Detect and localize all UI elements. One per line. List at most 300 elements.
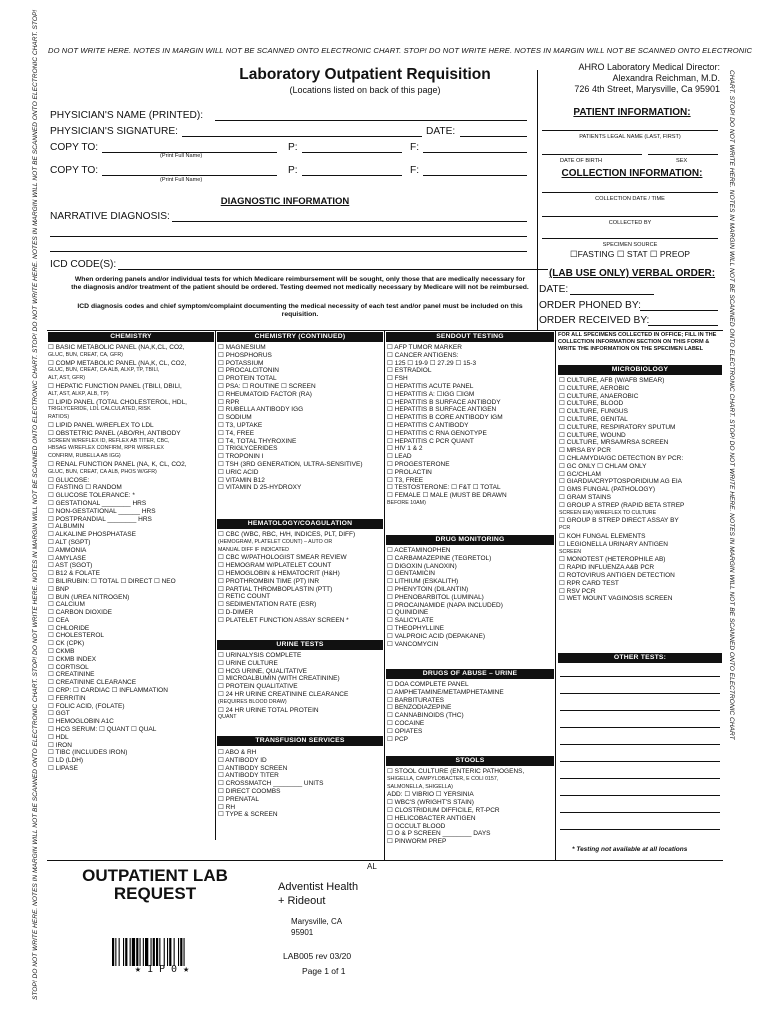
- chemistry-item[interactable]: ☐ FOLIC ACID, (FOLATE): [48, 702, 125, 710]
- hematology-item[interactable]: ☐ HEMOGRAM W/PLATELET COUNT: [218, 562, 332, 570]
- urine-item[interactable]: ☐ HCG URINE, QUALITATIVE: [218, 667, 308, 675]
- drug-monitoring-item[interactable]: ☐ PHENOBARBITOL (LUMINAL): [387, 593, 484, 601]
- microbiology-header: MICROBIOLOGY: [558, 365, 722, 375]
- sendout-item[interactable]: ☐ HEPATITIS C PCR QUANT: [387, 437, 474, 445]
- hematology-list: [218, 531, 384, 625]
- footer-address: [291, 916, 342, 938]
- urine-item[interactable]: ☐ URINALYSIS COMPLETE: [218, 652, 302, 659]
- chemistry-item: ALT, AST, ALKP, ALB, TP): [48, 390, 109, 397]
- microbiology-item[interactable]: ☐ WET MOUNT VAGINOSIS SCREEN: [559, 595, 673, 603]
- hematology-item[interactable]: ☐ D-DIMER: [218, 608, 254, 616]
- drugs-of-abuse-item[interactable]: ☐ OPIATES: [387, 727, 423, 735]
- sendout-header: SENDOUT TESTING: [386, 332, 554, 342]
- other-test-line[interactable]: [560, 795, 720, 796]
- microbiology-item[interactable]: ☐ KOH FUNGAL ELEMENTS: [559, 532, 646, 540]
- chemistry-item[interactable]: ☐ CKMB: [48, 648, 75, 656]
- chemistry-item[interactable]: ☐ CRP: ☐ CARDIAC ☐ INFLAMMATION: [48, 687, 168, 695]
- column-divider-1: [215, 330, 216, 840]
- patient-sex-label: SEX: [676, 158, 688, 164]
- transfusion-item[interactable]: ☐ PRENATAL: [218, 795, 259, 803]
- drugs-of-abuse-item[interactable]: ☐ CANNABINOIDS (THC): [387, 712, 464, 720]
- urine-item[interactable]: ☐ 24 HR URINE CREATININE CLEARANCE: [218, 690, 349, 698]
- drug-monitoring-item[interactable]: ☐ QUINIDINE: [387, 609, 429, 617]
- copy-phone-field-2[interactable]: [302, 175, 402, 176]
- chemistry-item: GLUC, BUN, CREAT, CA ALB, PHOS W/GFR): [48, 468, 157, 475]
- barcode-bar: [132, 938, 135, 966]
- chemistry-continued-item[interactable]: ☐ RHEUMATOID FACTOR (RA): [218, 390, 312, 398]
- stools-item[interactable]: ☐ HELICOBACTER ANTIGEN: [387, 814, 476, 822]
- microbiology-item[interactable]: ☐ GROUP B STREP DIRECT ASSAY BY: [559, 517, 679, 525]
- transfusion-item[interactable]: ☐ ABO & RH: [218, 749, 257, 756]
- chemistry-item[interactable]: ☐ HEMOGLOBIN A1C: [48, 718, 114, 726]
- chemistry-item[interactable]: ☐ GGT: [48, 710, 70, 718]
- sendout-item[interactable]: ☐ HEPATITIS B SURFACE ANTIBODY: [387, 398, 501, 406]
- other-test-line[interactable]: [560, 812, 720, 813]
- collection-info-heading: COLLECTION INFORMATION:: [561, 168, 703, 179]
- footer-form-code: LAB005 rev 03/20: [283, 951, 352, 961]
- drugs-of-abuse-item[interactable]: ☐ AMPHETAMINE/METAMPHETAMINE: [387, 688, 504, 696]
- microbiology-item[interactable]: ☐ RPR CARD TEST: [559, 579, 619, 587]
- chemistry-item[interactable]: ☐ GLUCOSE TOLERANCE: *: [48, 492, 135, 500]
- narrative-diagnosis-line-3[interactable]: [50, 251, 527, 252]
- chemistry-item: GLUC, BUN, CREAT, CA, GFR): [48, 351, 123, 358]
- chemistry-continued-item[interactable]: ☐ SODIUM: [218, 414, 252, 422]
- chemistry-item[interactable]: ☐ ALBUMIN: [48, 523, 85, 531]
- drug-monitoring-list: [387, 547, 555, 648]
- physician-name-field[interactable]: [215, 120, 527, 121]
- transfusion-item[interactable]: ☐ TYPE & SCREEN: [218, 811, 278, 819]
- transfusion-item[interactable]: ☐ ANTIBODY SCREEN: [218, 764, 288, 772]
- copy-phone-label-1: P:: [288, 142, 298, 153]
- sendout-item[interactable]: ☐ TESTOSTERONE: ☐ F&T ☐ TOTAL: [387, 484, 501, 492]
- microbiology-item[interactable]: ☐ CHLAMYDIA/GC DETECTION BY PCR:: [559, 454, 684, 462]
- microbiology-item[interactable]: ☐ LEGIONELLA URINARY ANTIGEN: [559, 540, 668, 548]
- chemistry-item[interactable]: ☐ CK (CPK): [48, 640, 85, 648]
- sendout-item[interactable]: ☐ AFP TUMOR MARKER: [387, 344, 462, 351]
- drugs-of-abuse-item[interactable]: ☐ PCP: [387, 735, 408, 743]
- chemistry-continued-item[interactable]: ☐ TSH (3RD GENERATION, ULTRA-SENSITIVE): [218, 460, 363, 468]
- sendout-item[interactable]: ☐ 125 ☐ 19-9 ☐ 27.29 ☐ 15-3: [387, 359, 477, 367]
- hematology-item[interactable]: ☐ SEDIMENTATION RATE (ESR): [218, 601, 317, 609]
- chemistry-item[interactable]: ☐ CHLORIDE: [48, 624, 90, 632]
- stools-item[interactable]: ☐ O & P SCREEN ________ DAYS: [387, 830, 491, 838]
- physician-date-field[interactable]: [460, 136, 527, 137]
- hematology-item[interactable]: ☐ PLATELET FUNCTION ASSAY SCREEN *: [218, 616, 349, 624]
- copy-to-label-1: COPY TO:: [50, 142, 99, 153]
- urine-item[interactable]: ☐ MICROALBUMIN (WITH CREATININE): [218, 675, 340, 683]
- sendout-item[interactable]: ☐ HEPATITIS C RNA GENOTYPE: [387, 429, 487, 437]
- other-test-line[interactable]: [560, 710, 720, 711]
- chemistry-item[interactable]: ☐ POSTPRANDIAL ________ HRS: [48, 515, 152, 523]
- sendout-item[interactable]: ☐ HEPATITIS B CORE ANTIBODY IGM: [387, 414, 503, 422]
- drug-monitoring-item[interactable]: ☐ THEOPHYLLINE: [387, 624, 445, 632]
- chemistry-item[interactable]: ☐ RENAL FUNCTION PANEL (NA, K, CL, CO2,: [48, 460, 187, 468]
- chemistry-item[interactable]: ☐ CEA: [48, 616, 69, 624]
- collected-by-label: COLLECTED BY: [608, 220, 652, 226]
- barcode-bar: [153, 938, 155, 966]
- barcode-bar: [125, 938, 127, 966]
- specimens-note: FOR ALL SPECIMENS COLLECTED IN OFFICE; FILL IN THE COLLECTION INFORMATION SECTION ON THIS FORM & WRITE THE INFORMATION ON THE SPECIMEN LABEL: [558, 332, 717, 352]
- chemistry-continued-list: [218, 344, 384, 492]
- print-full-name-2: (Print Full Name): [160, 177, 203, 183]
- drugs-of-abuse-item[interactable]: ☐ COCAINE: [387, 719, 425, 727]
- left-margin-warning: STOP! DO NOT WRITE HERE. NOTES IN MARGIN WILL NOT BE SCANNED ONTO ELECTRONIC CHART. STOP! DO NOT WRITE HERE. NOTES IN MARGIN WILL NOT BE SCANNED ONTO ELECTRONIC CHART. STOP! DO NOT WRITE HERE. NOTES IN MARGIN WILL NOT BE SCANNED ONTO ELECTRONIC CHART. STOP!: [32, 9, 39, 1000]
- chemistry-item[interactable]: ☐ HEPATIC FUNCTION PANEL (TBILI, DBILI,: [48, 382, 182, 390]
- chemistry-continued-item[interactable]: ☐ PSA: ☐ ROUTINE ☐ SCREEN: [218, 382, 316, 390]
- hematology-item: MANUAL DIFF IF INDICATED: [218, 546, 289, 553]
- sendout-item[interactable]: ☐ FEMALE ☐ MALE (MUST BE DRAWN: [387, 492, 507, 500]
- chemistry-item: GLUC, BUN, CREAT, CA ALB, ALKP, TP, TBILI,: [48, 367, 160, 374]
- footer-zip: 95901: [291, 928, 314, 937]
- microbiology-item[interactable]: ☐ RSV PCR: [559, 587, 596, 595]
- column-divider-2: [384, 330, 385, 860]
- order-received-by-field[interactable]: [648, 325, 718, 326]
- copy-to-field-2[interactable]: [102, 175, 277, 176]
- chemistry-item[interactable]: ☐ NON-GESTATIONAL ______ HRS: [48, 507, 156, 515]
- transfusion-item[interactable]: ☐ RH: [218, 803, 236, 811]
- chemistry-item[interactable]: ☐ B12 & FOLATE: [48, 570, 100, 578]
- microbiology-item[interactable]: ☐ MONOTEST (HETEROPHILE AB): [559, 556, 666, 564]
- sendout-item[interactable]: ☐ HEPATITIS ACUTE PANEL: [387, 382, 474, 390]
- microbiology-item[interactable]: ☐ CULTURE, BLOOD: [559, 400, 624, 408]
- other-test-line[interactable]: [560, 761, 720, 762]
- transfusion-item[interactable]: ☐ ANTIBODY TITER: [218, 772, 279, 780]
- microbiology-list: [559, 377, 723, 603]
- chemistry-item[interactable]: ☐ BUN (UREA NITROGEN): [48, 593, 130, 601]
- microbiology-item[interactable]: ☐ CULTURE, GENITAL: [559, 415, 628, 423]
- barcode: [112, 938, 212, 966]
- chemistry-item[interactable]: ☐ COMP METABOLIC PANEL (NA,K, CL, CO2,: [48, 359, 187, 367]
- drug-monitoring-item[interactable]: ☐ VANCOMYCIN: [387, 640, 439, 648]
- sendout-item[interactable]: ☐ PROLACTIN: [387, 468, 432, 476]
- chemistry-item[interactable]: ☐ AST (SGOT): [48, 562, 93, 570]
- microbiology-item[interactable]: ☐ GC ONLY ☐ CHLAM ONLY: [559, 462, 647, 470]
- drugs-of-abuse-item[interactable]: ☐ DOA COMPLETE PANEL: [387, 681, 469, 688]
- stools-item[interactable]: ☐ PINWORM PREP: [387, 838, 447, 846]
- chemistry-list: [48, 344, 214, 773]
- header-divider: [537, 70, 538, 330]
- footer-city: Marysville, CA: [291, 917, 343, 926]
- chemistry-item[interactable]: ☐ TIBC (INCLUDES IRON): [48, 749, 128, 757]
- barcode-bar: [174, 938, 175, 966]
- barcode-bar: [140, 938, 141, 966]
- microbiology-item[interactable]: ☐ GC/CHLAM: [559, 470, 601, 478]
- patient-legal-name-label: PATIENTS LEGAL NAME (LAST, FIRST): [579, 134, 681, 140]
- urine-item: QUANT: [218, 714, 237, 721]
- chemistry-item[interactable]: ☐ CARBON DIOXIDE: [48, 609, 112, 617]
- chemistry-item[interactable]: ☐ LIPID PANEL (TOTAL CHOLESTEROL, HDL,: [48, 398, 187, 406]
- footer-org-line-2: + Rideout: [278, 895, 326, 907]
- collection-datetime-label: COLLECTION DATE / TIME: [595, 196, 665, 202]
- stools-header: STOOLS: [386, 756, 554, 766]
- icd-note: ICD diagnosis codes and chief symptom/complaint documenting the medical necessity of each test and/or panel must be included on this requisition.: [77, 303, 523, 319]
- chemistry-item[interactable]: ☐ CHOLESTEROL: [48, 632, 105, 640]
- chemistry-item[interactable]: ☐ CALCIUM: [48, 601, 85, 609]
- chemistry-item[interactable]: ☐ CORTISOL: [48, 663, 89, 671]
- barcode-bar: [119, 938, 120, 966]
- microbiology-item[interactable]: ☐ CULTURE, RESPIRATORY SPUTUM: [559, 423, 676, 431]
- physician-date-label: DATE:: [426, 126, 456, 137]
- microbiology-item[interactable]: ☐ GRAM STAINS: [559, 493, 611, 501]
- chemistry-item[interactable]: ☐ AMYLASE: [48, 554, 86, 562]
- medicare-note: When ordering panels and/or individual tests for which Medicare reimbursement will be sought, only those that are medically necessary for the diagnosis and/or treatment of the patient should be ordered. Testing deemed not medically necessary by Medicare will not be reimbursed.: [71, 276, 529, 292]
- collection-datetime-field[interactable]: [542, 192, 718, 193]
- drug-monitoring-item[interactable]: ☐ LITHIUM (ESKALITH): [387, 578, 459, 586]
- chemistry-item[interactable]: ☐ ALKALINE PHOSPHATASE: [48, 531, 136, 539]
- transfusion-item[interactable]: ☐ DIRECT COOMBS: [218, 787, 281, 795]
- microbiology-item[interactable]: ☐ RAPID INFLUENZA A&B PCR: [559, 564, 655, 572]
- copy-to-label-2: COPY TO:: [50, 165, 99, 176]
- hematology-header: HEMATOLOGY/COAGULATION: [217, 519, 383, 529]
- copy-fax-field-2[interactable]: [423, 175, 527, 176]
- chemistry-item[interactable]: ☐ CKMB INDEX: [48, 655, 97, 663]
- sendout-item[interactable]: ☐ HIV 1 & 2: [387, 445, 423, 453]
- director-line-3: 726 4th Street, Marysville, Ca 95901: [574, 84, 720, 94]
- stools-item: SHIGELLA, CAMPYLOBACTER, E COLI 0157,: [387, 775, 499, 782]
- specimen-source-field[interactable]: [542, 238, 718, 239]
- chemistry-item: RATIOS): [48, 414, 70, 421]
- chemistry-continued-item[interactable]: ☐ TROPONIN I: [218, 453, 264, 461]
- sendout-item[interactable]: ☐ ESTRADIOL: [387, 367, 432, 375]
- hematology-item[interactable]: ☐ PROTHROMBIN TIME (PT) INR: [218, 577, 320, 585]
- hematology-item[interactable]: ☐ HEMOGLOBIN & HEMATOCRIT (H&H): [218, 569, 340, 577]
- other-test-line[interactable]: [560, 829, 720, 830]
- patient-sex-field[interactable]: [648, 154, 718, 155]
- barcode-bar: [143, 938, 144, 966]
- drug-monitoring-item[interactable]: ☐ SALICYLATE: [387, 617, 434, 625]
- physician-signature-field[interactable]: [182, 136, 422, 137]
- chemistry-continued-item[interactable]: ☐ T4, FREE: [218, 429, 255, 437]
- drug-monitoring-item[interactable]: ☐ GENTAMICIN: [387, 570, 435, 578]
- other-test-line[interactable]: [560, 676, 720, 677]
- chemistry-item[interactable]: ☐ AMMONIA: [48, 546, 87, 554]
- footer-rule: [47, 860, 723, 861]
- chemistry-item: CONFIRM, RUBELLA AB IGG): [48, 453, 121, 460]
- chemistry-item[interactable]: ☐ FASTING ☐ RANDOM: [48, 484, 122, 492]
- drug-monitoring-item[interactable]: ☐ ACETAMINOPHEN: [387, 547, 451, 554]
- microbiology-item[interactable]: ☐ ROTOVIRUS ANTIGEN DETECTION: [559, 571, 675, 579]
- microbiology-item[interactable]: ☐ GROUP A STREP (RAPID BETA STREP: [559, 501, 685, 509]
- barcode-bar: [180, 938, 182, 966]
- chemistry-item: TRIGLYCERIDE, LDL CALCULATED, RISK: [48, 406, 151, 413]
- microbiology-item[interactable]: ☐ CULTURE, ANAEROBIC: [559, 392, 639, 400]
- stools-item: SALMONELLA, SHIGELLA): [387, 783, 453, 790]
- drug-monitoring-item[interactable]: ☐ DIGOXIN (LANOXIN): [387, 562, 457, 570]
- chemistry-item[interactable]: ☐ HCG SERUM: ☐ QUANT ☐ QUAL: [48, 726, 157, 734]
- sendout-list: [387, 344, 555, 508]
- chemistry-continued-item[interactable]: ☐ PROCALCITONIN: [218, 367, 279, 375]
- microbiology-item[interactable]: ☐ CULTURE, MRSA/MRSA SCREEN: [559, 439, 669, 447]
- urine-item[interactable]: ☐ PROTEIN QUALITATIVE: [218, 683, 298, 691]
- microbiology-item[interactable]: ☐ MRSA BY PCR: [559, 447, 611, 455]
- chemistry-item[interactable]: ☐ BASIC METABOLIC PANEL (NA,K,CL, CO2,: [48, 344, 185, 351]
- right-margin-warning: CHART. STOP! DO NOT WRITE HERE. NOTES IN MARGIN WILL NOT BE SCANNED ONTO ELECTRONIC CHART. STOP! DO NOT WRITE HERE. NOTES IN MARGIN WILL NOT BE SCANNED ONTO ELECTRONIC CHART: [728, 70, 735, 740]
- icd-codes-field[interactable]: [118, 269, 548, 270]
- hematology-item[interactable]: ☐ RETIC COUNT: [218, 593, 271, 601]
- footer-org-line-1: Adventist Health: [278, 881, 359, 893]
- sendout-item[interactable]: ☐ HEPATITIS C ANTIBODY: [387, 421, 469, 429]
- transfusion-item[interactable]: ☐ CROSSMATCH ________ UNITS: [218, 780, 324, 788]
- chemistry-item[interactable]: ☐ OBSTETRIC PANEL (ABO/RH, ANTIBODY: [48, 429, 181, 437]
- transfusion-item[interactable]: ☐ ANTIBODY ID: [218, 756, 267, 764]
- stools-item[interactable]: ☐ STOOL CULTURE (ENTERIC PATHOGENS,: [387, 768, 525, 775]
- microbiology-item: SCREEN EIA) W/REFLEX TO CULTURE: [559, 509, 657, 516]
- stools-item[interactable]: ☐ OCCULT BLOOD: [387, 822, 446, 830]
- chemistry-continued-item[interactable]: ☐ TRIGLYCERIDES: [218, 445, 278, 453]
- narrative-diagnosis-field[interactable]: [172, 221, 527, 222]
- diagnostic-heading: DIAGNOSTIC INFORMATION: [220, 196, 350, 207]
- order-phoned-by-field[interactable]: [640, 310, 718, 311]
- chemistry-continued-item[interactable]: ☐ RPR: [218, 398, 240, 406]
- sendout-item[interactable]: ☐ FSH: [387, 375, 408, 383]
- barcode-bar: [167, 938, 168, 966]
- sendout-item: BEFORE 10AM): [387, 499, 426, 506]
- verbal-order-heading: (LAB USE ONLY) VERBAL ORDER:: [548, 268, 716, 279]
- microbiology-item[interactable]: ☐ CULTURE, AEROBIC: [559, 384, 630, 392]
- microbiology-item[interactable]: ☐ GIARDIA/CRYPTOSPORIDIUM AG EIA: [559, 478, 682, 486]
- barcode-bar: [123, 938, 124, 966]
- drugs-of-abuse-item[interactable]: ☐ BARBITURATES: [387, 696, 444, 704]
- chemistry-continued-header: CHEMISTRY (CONTINUED): [217, 332, 383, 342]
- print-full-name-1: (Print Full Name): [160, 153, 203, 159]
- sendout-item[interactable]: ☐ T3, FREE: [387, 476, 424, 484]
- verbal-date-field[interactable]: [570, 294, 654, 295]
- chemistry-item[interactable]: ☐ GLUCOSE:: [48, 476, 90, 484]
- column-divider-3: [555, 330, 556, 860]
- chemistry-item[interactable]: ☐ LD (LDH): [48, 757, 84, 765]
- chemistry-continued-item[interactable]: ☐ POTASSIUM: [218, 359, 264, 367]
- narrative-diagnosis-label: NARRATIVE DIAGNOSIS:: [50, 211, 170, 222]
- urine-item: (REQUIRES BLOOD DRAW): [218, 698, 287, 705]
- barcode-bar: [178, 938, 179, 966]
- other-test-line[interactable]: [560, 778, 720, 779]
- chemistry-item[interactable]: ☐ HDL: [48, 733, 69, 741]
- specimen-source-label: SPECIMEN SOURCE: [602, 242, 658, 248]
- collected-by-field[interactable]: [542, 216, 718, 217]
- patient-legal-name-field[interactable]: [542, 130, 718, 131]
- patient-dob-label: DATE OF BIRTH: [560, 158, 603, 164]
- stools-item[interactable]: ADD: ☐ VIBRIO ☐ YERSINIA: [387, 791, 474, 799]
- microbiology-item[interactable]: ☐ CULTURE, AFB (W/AFB SMEAR): [559, 377, 665, 384]
- copy-phone-label-2: P:: [288, 165, 298, 176]
- other-test-line[interactable]: [560, 744, 720, 745]
- footer-title-line-2: REQUEST: [113, 884, 197, 903]
- physician-name-label: PHYSICIAN'S NAME (PRINTED):: [50, 110, 204, 121]
- barcode-text: ★ 1 P 0 ★: [134, 964, 190, 975]
- sendout-item[interactable]: ☐ LEAD: [387, 453, 412, 461]
- barcode-bar: [159, 938, 160, 966]
- tests-top-rule: [47, 330, 723, 331]
- chemistry-item[interactable]: ☐ LIPASE: [48, 765, 78, 773]
- icd-codes-label: ICD CODE(S):: [50, 259, 117, 270]
- hematology-item[interactable]: ☐ CBC (WBC, RBC, H/H, INDICES, PLT, DIFF): [218, 531, 356, 538]
- microbiology-item[interactable]: ☐ CULTURE, FUNGUS: [559, 408, 628, 416]
- urine-item[interactable]: ☐ URINE CULTURE: [218, 659, 278, 667]
- microbiology-item: PCR: [559, 525, 571, 532]
- other-test-line[interactable]: [560, 727, 720, 728]
- transfusion-list: [218, 749, 384, 819]
- drug-monitoring-header: DRUG MONITORING: [386, 535, 554, 545]
- microbiology-item: SCREEN: [559, 548, 582, 555]
- copy-fax-field-1[interactable]: [423, 152, 527, 153]
- footer-al: AL: [367, 862, 377, 871]
- stools-list: [387, 768, 555, 846]
- form-title: Laboratory Outpatient Requisition: [239, 66, 491, 83]
- barcode-bar: [164, 938, 165, 966]
- stools-item[interactable]: ☐ WBC'S (WRIGHT'S STAIN): [387, 799, 474, 807]
- chemistry-item: ALT, AST, GFR): [48, 375, 85, 382]
- other-test-line[interactable]: [560, 693, 720, 694]
- chemistry-item: SCREEN W/REFLEX ID, REFLEX AB TITER, CBC,: [48, 437, 170, 444]
- top-warning: DO NOT WRITE HERE. NOTES IN MARGIN WILL NOT BE SCANNED ONTO ELECTRONIC CHART. STOP! DO NOT WRITE HERE. NOTES IN MARGIN WILL NOT BE SCANNED ONTO ELECTRONIC: [48, 46, 753, 55]
- sendout-item[interactable]: ☐ PROGESTERONE: [387, 460, 450, 468]
- narrative-diagnosis-line-2[interactable]: [50, 236, 527, 237]
- drug-monitoring-item[interactable]: ☐ PROCAINAMIDE (NAPA INCLUDED): [387, 601, 503, 609]
- patient-info-heading: PATIENT INFORMATION:: [573, 107, 691, 118]
- copy-phone-field-1[interactable]: [302, 152, 402, 153]
- chemistry-continued-item[interactable]: ☐ T3, UPTAKE: [218, 421, 263, 429]
- barcode-bar: [130, 938, 131, 966]
- chemistry-item[interactable]: ☐ ALT (SGPT): [48, 538, 91, 546]
- collection-options[interactable]: ☐FASTING ☐ STAT ☐ PREOP: [569, 249, 691, 259]
- drug-monitoring-item[interactable]: ☐ VALPROIC ACID (DEPAKANE): [387, 632, 486, 640]
- stools-item[interactable]: ☐ CLOSTRIDIUM DIFFICILE, RT-PCR: [387, 806, 500, 814]
- chemistry-item[interactable]: ☐ FERRITIN: [48, 694, 86, 702]
- urine-item[interactable]: ☐ 24 HR URINE TOTAL PROTEIN: [218, 706, 319, 714]
- other-tests-header: OTHER TESTS:: [558, 653, 722, 663]
- chemistry-item[interactable]: ☐ GESTATIONAL ________ HRS: [48, 499, 147, 507]
- director-line-2: Alexandra Reichman, M.D.: [612, 73, 720, 83]
- chemistry-continued-item[interactable]: ☐ PHOSPHORUS: [218, 351, 272, 359]
- microbiology-item[interactable]: ☐ GMS FUNGAL (PATHOLOGY): [559, 486, 655, 494]
- footer-org: [278, 880, 358, 908]
- sendout-item[interactable]: ☐ CANCER ANTIGENS:: [387, 351, 459, 359]
- chemistry-continued-item[interactable]: ☐ MAGNESIUM: [218, 344, 266, 351]
- barcode-bar: [156, 938, 158, 966]
- urine-list: [218, 652, 384, 722]
- chemistry-continued-item[interactable]: ☐ VITAMIN B12: [218, 476, 265, 484]
- lab-director-block: [540, 62, 720, 95]
- patient-dob-field[interactable]: [542, 154, 642, 155]
- chemistry-continued-item[interactable]: ☐ PROTEIN TOTAL: [218, 375, 277, 383]
- barcode-bar: [136, 938, 138, 966]
- verbal-date-label: DATE:: [539, 284, 569, 295]
- hematology-item[interactable]: ☐ CBC W/PATHOLOGIST SMEAR REVIEW: [218, 554, 347, 562]
- chemistry-item[interactable]: ☐ CREATININE: [48, 671, 95, 679]
- drug-monitoring-item[interactable]: ☐ PHENYTOIN (DILANTIN): [387, 585, 469, 593]
- chemistry-item[interactable]: ☐ CREATININE CLEARANCE: [48, 679, 137, 687]
- barcode-bar: [151, 938, 152, 966]
- footer-page-number: Page 1 of 1: [302, 966, 346, 976]
- chemistry-continued-item[interactable]: ☐ T4, TOTAL THYROXINE: [218, 437, 297, 445]
- chemistry-item[interactable]: ☐ LIPID PANEL W/REFLEX TO LDL: [48, 421, 154, 429]
- chemistry-item[interactable]: ☐ IRON: [48, 741, 72, 749]
- chemistry-continued-item[interactable]: ☐ RUBELLA ANTIBODY IGG: [218, 406, 304, 414]
- microbiology-item[interactable]: ☐ CULTURE, WOUND: [559, 431, 626, 439]
- sendout-item[interactable]: ☐ HEPATITIS A: ☐IGG ☐IGM: [387, 390, 475, 398]
- drugs-of-abuse-list: [387, 681, 555, 743]
- drugs-of-abuse-item[interactable]: ☐ BENZODIAZEPINE: [387, 704, 452, 712]
- chemistry-continued-item[interactable]: ☐ VITAMIN D 25-HYDROXY: [218, 484, 302, 492]
- chemistry-continued-item[interactable]: ☐ URIC ACID: [218, 468, 259, 476]
- chemistry-item[interactable]: ☐ BILIRUBIN: ☐ TOTAL ☐ DIRECT ☐ NEO: [48, 577, 176, 585]
- transfusion-header: TRANSFUSION SERVICES: [217, 736, 383, 746]
- chemistry-item[interactable]: ☐ BNP: [48, 585, 69, 593]
- sendout-item[interactable]: ☐ HEPATITIS B SURFACE ANTIGEN: [387, 406, 497, 414]
- hematology-item[interactable]: ☐ PARTIAL THROMBOPLASTIN (PTT): [218, 585, 333, 593]
- order-phoned-by-label: ORDER PHONED BY:: [539, 300, 641, 311]
- drug-monitoring-item[interactable]: ☐ CARBAMAZEPINE (TEGRETOL): [387, 554, 492, 562]
